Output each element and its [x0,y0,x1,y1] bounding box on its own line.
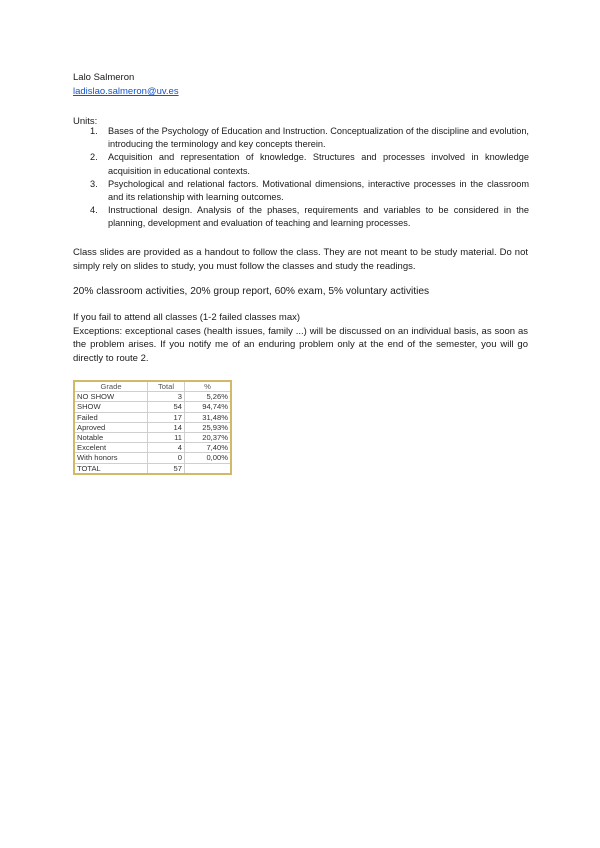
attendance-line-2: Exceptions: exceptional cases (health issues, family ...) will be discussed on an individual basis, as soon as the problem arises. If you notify me of an enduring problem only at the end of the semester, you will go directly to route 2. [73,325,528,364]
table-row [74,422,231,432]
unit-number: 4. [90,205,98,216]
percent-cell [185,463,232,474]
unit-item [73,178,529,204]
table-row [74,392,231,402]
total-cell: 3 [148,392,185,402]
unit-item [73,125,529,151]
table-row [74,412,231,422]
total-cell: 14 [148,422,185,432]
units-heading: Units: [73,116,98,127]
author-email-link[interactable]: ladislao.salmeron@uv.es [73,86,179,97]
author-name: Lalo Salmeron [73,72,135,83]
unit-item [73,204,529,230]
grade-cell: Failed [74,412,148,422]
unit-number: 2. [90,152,98,163]
percent-cell: 94,74% [185,402,232,412]
attendance-line-1: If you fail to attend all classes (1-2 failed classes max) [73,312,301,323]
percent-cell: 5,26% [185,392,232,402]
percent-cell: 0,00% [185,453,232,463]
percent-cell: 7,40% [185,443,232,453]
total-cell: 54 [148,402,185,412]
total-cell: 17 [148,412,185,422]
unit-text: Acquisition and representation of knowledge. Structures and processes involved in knowledge acquisition in educational contexts. [108,152,529,176]
table-row [74,443,231,453]
table-row [74,453,231,463]
units-list [73,125,529,231]
total-cell: 11 [148,432,185,442]
grade-table [73,380,232,475]
percent-cell: 25,93% [185,422,232,432]
grade-cell: NO SHOW [74,392,148,402]
unit-text: Psychological and relational factors. Motivational dimensions, interactive processes in the classroom and its relationship with learning outcomes. [108,178,529,203]
unit-number: 3. [90,178,98,189]
slides-note: Class slides are provided as a handout to follow the class. They are not meant to be study material. Do not simply rely on slides to study, you must follow the classes and study the readings. [73,247,528,272]
total-cell: 4 [148,443,185,453]
grade-cell: Notable [74,432,148,442]
grade-cell: Excelent [74,443,148,453]
percent-cell: 20,37% [185,432,232,442]
percent-cell: 31,48% [185,412,232,422]
grading-breakdown: 20% classroom activities, 20% group report, 60% exam, 5% voluntary activities [73,286,430,297]
unit-text: Bases of the Psychology of Education and Instruction. Conceptualization of the discipline and evolution, introducing the terminology and key concepts therein. [108,126,529,150]
column-header-grade: Grade [74,381,148,392]
attendance-policy [73,311,528,365]
column-header-percent: % [185,381,232,392]
unit-text: Instructional design. Analysis of the phases, requirements and variables to be considered in the planning, development and evaluation of teaching and learning processes. [108,205,529,229]
grade-cell: Aproved [74,422,148,432]
grade-cell: TOTAL [74,463,148,474]
column-header-total: Total [148,381,185,392]
total-cell: 0 [148,453,185,463]
grade-cell: With honors [74,453,148,463]
unit-item [73,151,529,177]
grade-cell: SHOW [74,402,148,412]
table-header-row [74,381,231,392]
total-cell: 57 [148,463,185,474]
table-row [74,432,231,442]
table-row [74,402,231,412]
unit-number: 1. [90,126,98,136]
table-row [74,463,231,474]
